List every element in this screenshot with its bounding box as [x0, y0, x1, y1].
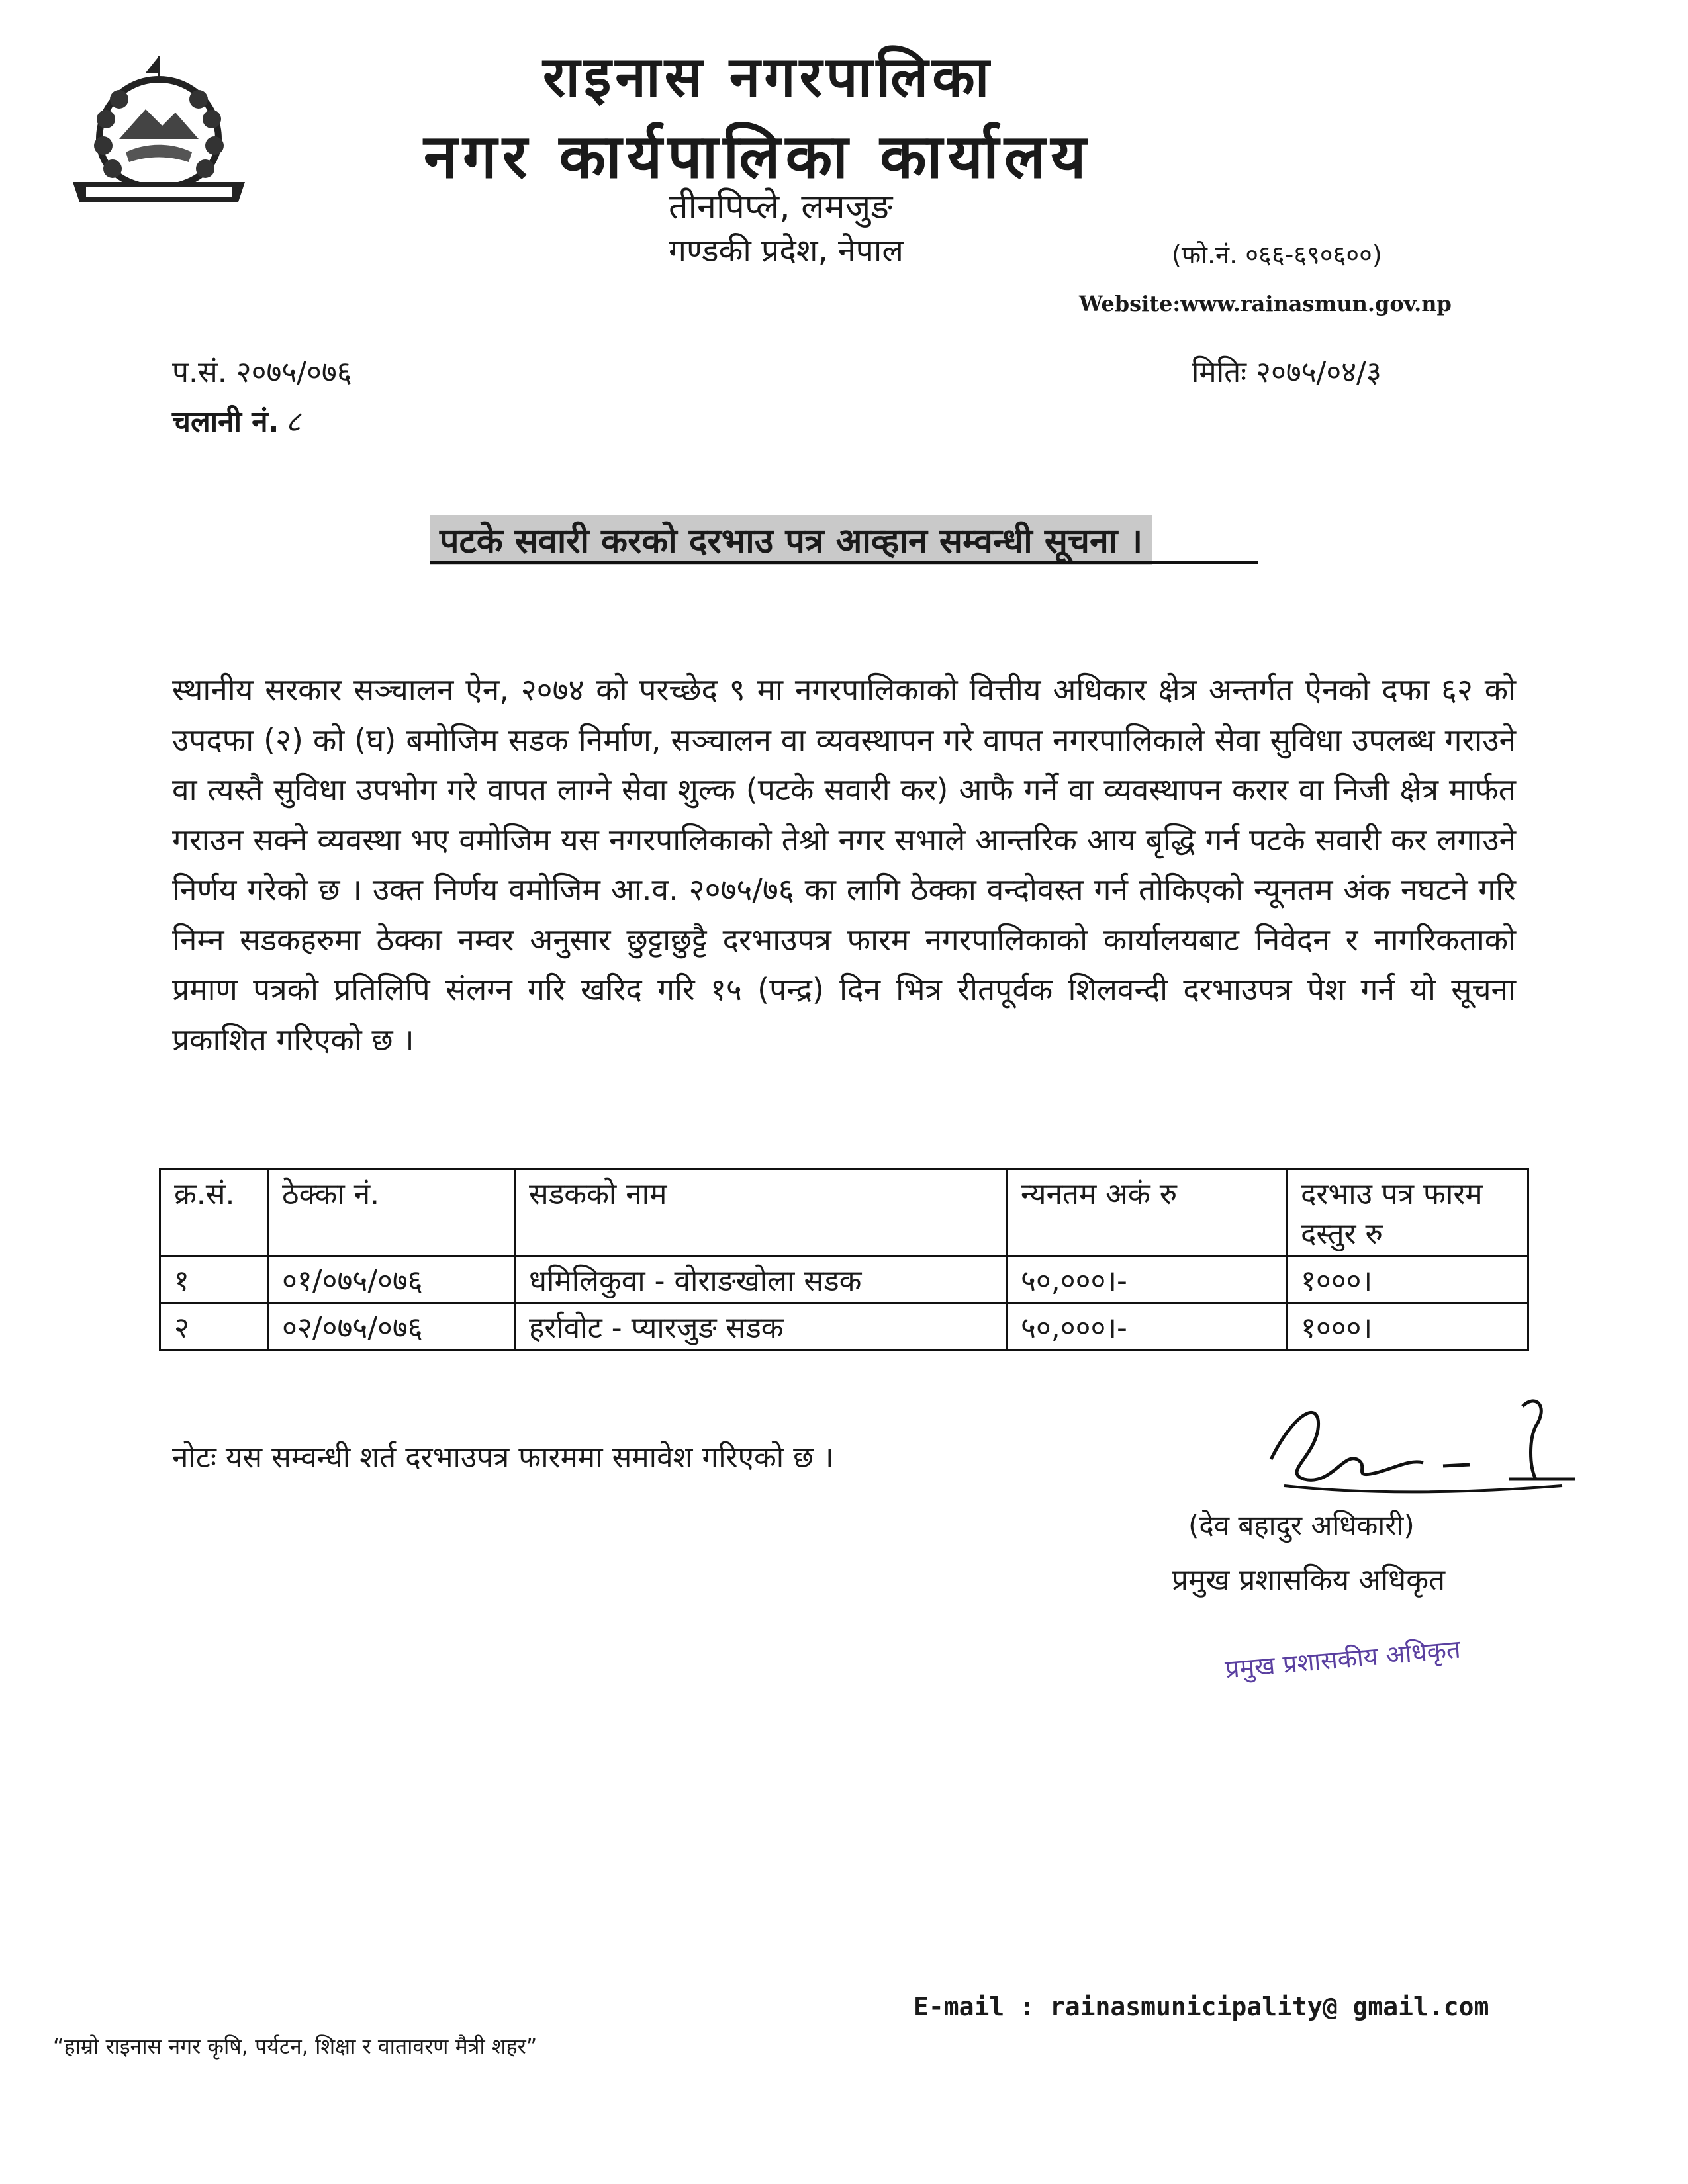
official-stamp: प्रमुख प्रशासकीय अधिकृत: [1223, 1634, 1462, 1684]
cell-serial: १: [160, 1256, 268, 1303]
cell-form-fee: १०००।: [1287, 1256, 1528, 1303]
address-line-1: तीनपिप्ले, लमजुङ: [669, 187, 893, 227]
note: नोटः यस सम्वन्धी शर्त दरभाउपत्र फारममा समावेश गरिएको छ ।: [172, 1441, 834, 1475]
subject-underline: [430, 561, 1258, 564]
cell-form-fee: १०००।: [1287, 1303, 1528, 1350]
footer-email: E-mail : rainasmunicipality@ gmail.com: [914, 1992, 1489, 2021]
col-road-name: सडकको नाम: [515, 1169, 1007, 1256]
contract-table: [159, 1168, 1529, 1351]
handwritten-signature: [1244, 1380, 1589, 1519]
col-contract-no: ठेक्का नं.: [268, 1169, 515, 1256]
address-line-2: गण्डकी प्रदेश, नेपाल: [669, 232, 904, 269]
dispatch-number: [172, 400, 301, 440]
cell-contract-no: ०१/०७५/०७६: [268, 1256, 515, 1303]
office-name: नगर कार्यपालिका कार्यालय: [424, 121, 1092, 192]
signatory-designation: प्रमुख प्रशासकिय अधिकृत: [1172, 1563, 1446, 1597]
col-minimum-amount: न्यनतम अकं रु: [1007, 1169, 1287, 1256]
cell-road-name: धमिलिकुवा - वोराङखोला सडक: [515, 1256, 1007, 1303]
cell-minimum-amount: ५०,०००।-: [1007, 1303, 1287, 1350]
nepal-emblem-icon: [46, 53, 271, 212]
dispatch-value: ८: [285, 405, 301, 439]
notice-body: स्थानीय सरकार सञ्चालन ऐन, २०७४ को परच्छेद ९ मा नगरपालिकाको वित्तीय अधिकार क्षेत्र अन्तर्गत ऐनको दफा ६२ को उपदफा (२) को (घ) बमोजिम सडक निर्माण, सञ्चालन वा व्यवस्थापन गरे वापत नगरपालिकाले सेवा सुविधा उपलब्ध गराउने वा त्यस्तै सुविधा उपभोग गरे वापत लाग्ने सेवा शुल्क (पटके सवारी कर) आफै गर्ने वा व्यवस्थापन करार वा निजी क्षेत्र मार्फत गराउन सक्ने व्यवस्था भए वमोजिम यस नगरपालिकाको तेश्रो नगर सभाले आन्तरिक आय बृद्धि गर्न पटके सवारी कर लगाउने निर्णय गरेको छ । उक्त निर्णय वमोजिम आ.व. २०७५/७६ का लागि ठेक्का वन्दोवस्त गर्न तोकिएको न्यूनतम अंक नघटने गरि निम्न सडकहरुमा ठेक्का नम्वर अनुसार छुट्टाछुट्टै दरभाउपत्र फारम नगरपालिकाको कार्यालयबाट निवेदन र नागरिकताको प्रमाण पत्रको प्रतिलिपि संलग्न गरि खरिद गरि १५ (पन्द्र) दिन भित्र रीतपूर्वक शिलवन्दी दरभाउपत्र पेश गर्न यो सूचना प्रकाशित गरिएको छ ।: [172, 672, 1516, 1058]
municipality-name: राइनास नगरपालिका: [543, 44, 994, 109]
cell-road-name: हर्रावोट - प्यारजुङ सडक: [515, 1303, 1007, 1350]
website: Website:www.rainasmun.gov.np: [1079, 291, 1452, 316]
phone-number: (फो.नं. ०६६-६९०६००): [1172, 240, 1382, 269]
table-row: [160, 1303, 1528, 1350]
footer-slogan: “हाम्रो राइनास नगर कृषि, पर्यटन, शिक्षा र वातावरण मैत्री शहर”: [53, 2034, 538, 2059]
fiscal-year-ref: प.सं. २०७५/०७६: [172, 355, 352, 389]
col-serial: क्र.सं.: [160, 1169, 268, 1256]
letter-date: मितिः २०७५/०४/३: [1192, 355, 1382, 389]
cell-minimum-amount: ५०,०००।-: [1007, 1256, 1287, 1303]
table-row: [160, 1256, 1528, 1303]
col-form-fee: दरभाउ पत्र फारम दस्तुर रु: [1287, 1169, 1528, 1256]
signatory-name: (देव बहादुर अधिकारी): [1188, 1509, 1415, 1541]
table-header-row: [160, 1169, 1528, 1256]
dispatch-label: चलानी नं.: [172, 405, 279, 439]
cell-serial: २: [160, 1303, 268, 1350]
cell-contract-no: ०२/०७५/०७६: [268, 1303, 515, 1350]
notice-subject: पटके सवारी करको दरभाउ पत्र आव्हान सम्वन्धी सूचना ।: [430, 515, 1152, 565]
